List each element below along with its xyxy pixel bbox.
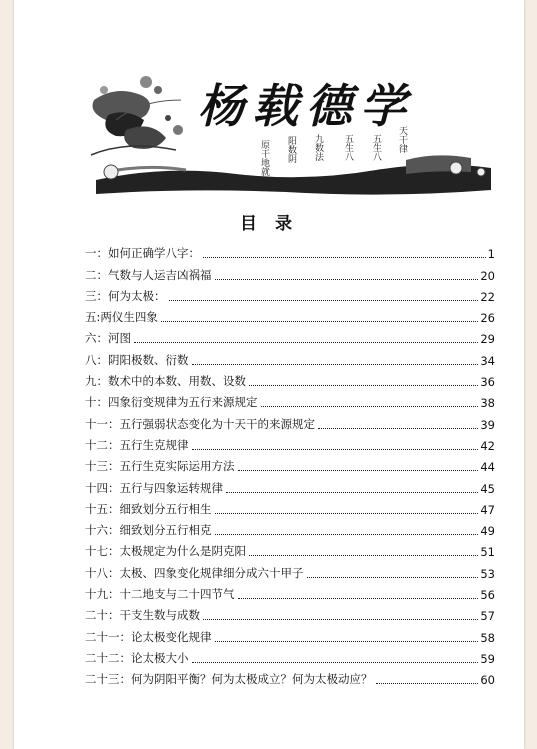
banner-column-3: 九数法 bbox=[313, 134, 323, 161]
toc-entry-label: 二十：干支生数与成数 bbox=[85, 608, 200, 623]
banner-column-1: 原干地就 bbox=[259, 140, 269, 176]
toc-leader-dots bbox=[318, 428, 478, 429]
toc-entry-label: 十五：细致划分五行相生 bbox=[85, 501, 212, 516]
toc-leader-dots bbox=[249, 385, 478, 386]
toc-entry-page: 49 bbox=[480, 524, 495, 539]
toc-entry-page: 1 bbox=[487, 247, 495, 262]
toc-entry[interactable] bbox=[85, 453, 495, 474]
toc-entry-label: 十三：五行生克实际运用方法 bbox=[85, 459, 235, 474]
toc-title: 目 录 bbox=[240, 214, 298, 234]
toc-entry[interactable] bbox=[85, 474, 495, 495]
toc-entry[interactable] bbox=[85, 623, 495, 644]
toc-leader-dots bbox=[215, 279, 479, 280]
toc-entry-page: 20 bbox=[480, 268, 495, 283]
calligraphy-banner bbox=[86, 60, 496, 200]
toc-leader-dots bbox=[376, 683, 479, 684]
toc-leader-dots bbox=[192, 364, 479, 365]
banner-column-6: 天干律 bbox=[397, 126, 407, 153]
toc-entry-page: 53 bbox=[480, 566, 495, 581]
toc-entry-label: 九：数术中的本数、用数、设数 bbox=[85, 374, 246, 389]
toc-entry-label: 十：四象衍变规律为五行来源规定 bbox=[85, 395, 258, 410]
toc-entry[interactable] bbox=[85, 240, 495, 261]
toc-leader-dots bbox=[169, 300, 479, 301]
toc-entry-page: 57 bbox=[480, 609, 495, 624]
toc-entry-page: 58 bbox=[480, 630, 495, 645]
toc-entry-page: 39 bbox=[480, 417, 495, 432]
toc-leader-dots bbox=[215, 641, 479, 642]
toc-entry[interactable] bbox=[85, 496, 495, 517]
toc-leader-dots bbox=[203, 619, 478, 620]
toc-leader-dots bbox=[215, 513, 479, 514]
banner-column-2: 阳数阴 bbox=[286, 136, 296, 163]
toc-entry[interactable] bbox=[85, 389, 495, 410]
document-page bbox=[14, 0, 524, 749]
toc-entry-label: 十四：五行与四象运转规律 bbox=[85, 480, 223, 495]
toc-entry[interactable] bbox=[85, 432, 495, 453]
toc-leader-dots bbox=[161, 321, 478, 322]
toc-entry[interactable] bbox=[85, 368, 495, 389]
toc-entry-page: 44 bbox=[480, 460, 495, 475]
banner-column-4: 五生八 bbox=[343, 134, 353, 161]
toc-entry-page: 45 bbox=[480, 481, 495, 496]
toc-entry-page: 42 bbox=[480, 438, 495, 453]
toc-entry[interactable] bbox=[85, 538, 495, 559]
toc-entry-label: 十九：十二地支与二十四节气 bbox=[85, 587, 235, 602]
toc-entry[interactable] bbox=[85, 325, 495, 346]
toc-entry-label: 二十三：何为阴阳平衡？何为太极成立？何为太极动应？ bbox=[85, 672, 373, 687]
toc-entry[interactable] bbox=[85, 645, 495, 666]
toc-entry-label: 十一：五行强弱状态变化为十天干的来源规定 bbox=[85, 416, 315, 431]
toc-entry[interactable] bbox=[85, 346, 495, 367]
plum-blossom-illustration bbox=[91, 76, 183, 155]
toc-entry-page: 47 bbox=[480, 502, 495, 517]
toc-entry-label: 十二：五行生克规律 bbox=[85, 437, 189, 452]
toc-leader-dots bbox=[261, 406, 479, 407]
toc-entry[interactable] bbox=[85, 602, 495, 623]
toc-entry-label: 六：河图 bbox=[85, 331, 131, 346]
toc-entry-page: 38 bbox=[480, 396, 495, 411]
toc-entry-page: 22 bbox=[480, 289, 495, 304]
toc-entry-label: 八：阴阳极数、衍数 bbox=[85, 352, 189, 367]
toc-entry-page: 56 bbox=[480, 588, 495, 603]
toc-entry[interactable] bbox=[85, 283, 495, 304]
toc-entry-label: 五:两仪生四象 bbox=[85, 310, 158, 325]
banner-column-5: 五生八 bbox=[371, 134, 381, 161]
toc-entry[interactable] bbox=[85, 517, 495, 538]
toc-entry-label: 二十二：论太极大小 bbox=[85, 650, 189, 665]
toc-entry-page: 60 bbox=[480, 673, 495, 688]
toc-entry[interactable] bbox=[85, 304, 495, 325]
toc-entry-label: 一：如何正确学八字： bbox=[85, 246, 200, 261]
toc-leader-dots bbox=[307, 577, 479, 578]
toc-leader-dots bbox=[215, 534, 479, 535]
toc-leader-dots bbox=[192, 449, 479, 450]
toc-entry-label: 二十一：论太极变化规律 bbox=[85, 629, 212, 644]
toc-leader-dots bbox=[203, 257, 486, 258]
toc-entry-label: 十六：细致划分五行相克 bbox=[85, 523, 212, 538]
toc-leader-dots bbox=[226, 492, 478, 493]
toc-entry[interactable] bbox=[85, 666, 495, 687]
toc-entry[interactable] bbox=[85, 410, 495, 431]
toc-leader-dots bbox=[192, 662, 479, 663]
toc-entry-label: 二：气数与人运吉凶祸福 bbox=[85, 267, 212, 282]
toc-entry-page: 59 bbox=[480, 651, 495, 666]
toc-list bbox=[85, 240, 495, 687]
toc-leader-dots bbox=[238, 598, 479, 599]
toc-entry-label: 十八：太极、四象变化规律细分成六十甲子 bbox=[85, 565, 304, 580]
toc-entry[interactable] bbox=[85, 261, 495, 282]
toc-entry[interactable] bbox=[85, 559, 495, 580]
toc-entry-page: 29 bbox=[480, 332, 495, 347]
toc-entry-label: 十七：太极规定为什么是阴克阳 bbox=[85, 544, 246, 559]
toc-entry-page: 36 bbox=[480, 375, 495, 390]
toc-leader-dots bbox=[134, 342, 478, 343]
toc-leader-dots bbox=[249, 555, 478, 556]
toc-entry-label: 三：何为太极： bbox=[85, 288, 166, 303]
toc-entry-page: 26 bbox=[480, 311, 495, 326]
banner-title: 杨载德学 bbox=[198, 79, 414, 133]
toc-entry-page: 34 bbox=[480, 353, 495, 368]
toc-leader-dots bbox=[238, 470, 479, 471]
toc-entry-page: 51 bbox=[480, 545, 495, 560]
toc-entry[interactable] bbox=[85, 581, 495, 602]
